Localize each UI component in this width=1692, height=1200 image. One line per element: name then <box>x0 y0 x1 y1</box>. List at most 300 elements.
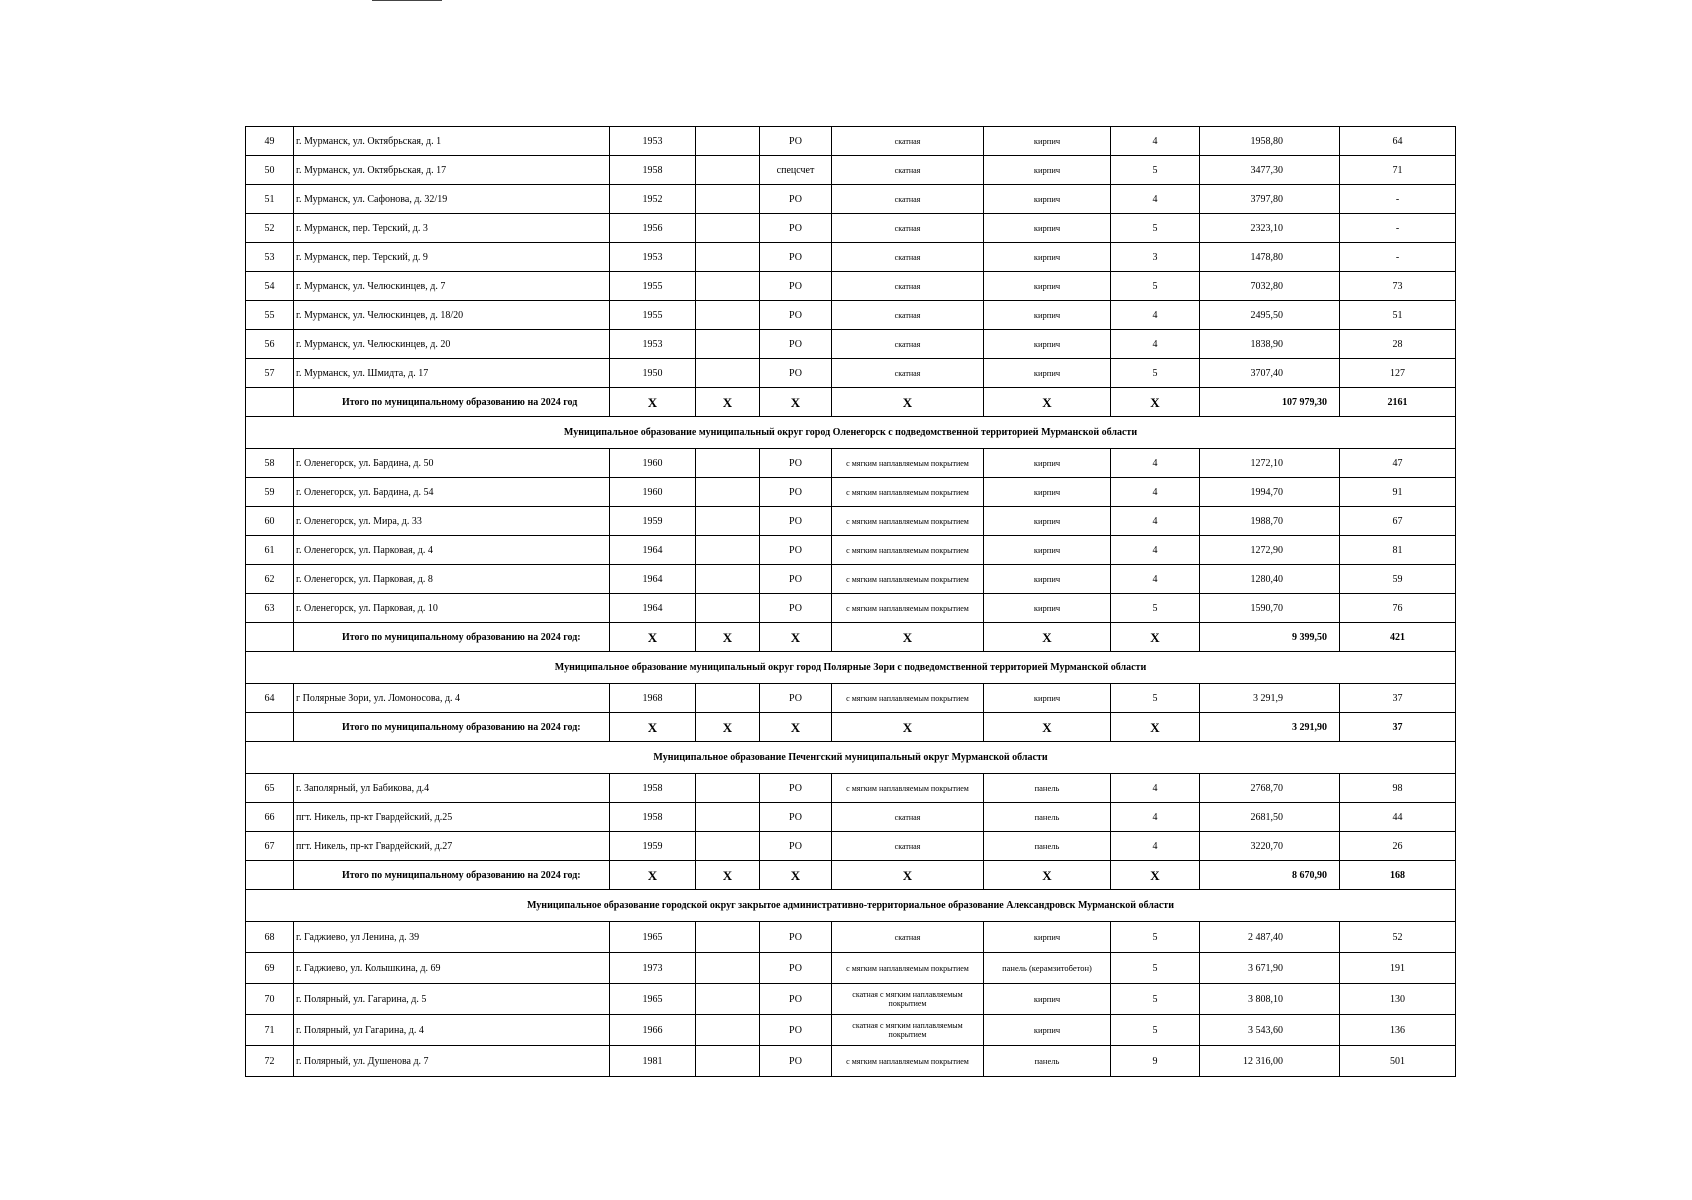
wall-material-cell: панель <box>984 832 1111 861</box>
residents-cell: 28 <box>1340 330 1456 359</box>
wall-material-cell: кирпич <box>984 243 1111 272</box>
empty-cell <box>696 272 760 301</box>
fund-cell: РО <box>760 330 832 359</box>
floors-cell: 4 <box>1111 832 1200 861</box>
fund-cell: РО <box>760 1046 832 1077</box>
row-number: 57 <box>246 359 294 388</box>
address-cell: г Полярные Зори, ул. Ломоносова, д. 4 <box>294 684 610 713</box>
roof-type-cell: скатная <box>832 922 984 953</box>
scan-edge-mark <box>372 0 442 1</box>
floors-cell: 4 <box>1111 536 1200 565</box>
roof-type-cell: с мягким наплавляемым покрытием <box>832 1046 984 1077</box>
address-cell: г. Мурманск, ул. Октябрьская, д. 1 <box>294 127 610 156</box>
address-cell: г. Мурманск, ул. Сафонова, д. 32/19 <box>294 185 610 214</box>
roof-type-cell: с мягким наплавляемым покрытием <box>832 953 984 984</box>
empty-cell <box>696 684 760 713</box>
total-row <box>246 861 1456 890</box>
x-mark: X <box>610 713 696 742</box>
year-cell: 1953 <box>610 330 696 359</box>
section-header-row <box>246 742 1456 774</box>
address-cell: г. Оленегорск, ул. Парковая, д. 4 <box>294 536 610 565</box>
address-cell: г. Оленегорск, ул. Бардина, д. 54 <box>294 478 610 507</box>
total-residents: 421 <box>1340 623 1456 652</box>
area-cell: 3 671,90 <box>1200 953 1340 984</box>
table-row <box>246 243 1456 272</box>
fund-cell: РО <box>760 594 832 623</box>
table-row <box>246 1046 1456 1077</box>
roof-type-cell: скатная <box>832 832 984 861</box>
roof-type-cell: скатная с мягким наплавляемым покрытием <box>832 1015 984 1046</box>
address-cell: г. Оленегорск, ул. Мира, д. 33 <box>294 507 610 536</box>
year-cell: 1959 <box>610 832 696 861</box>
x-mark: X <box>832 623 984 652</box>
floors-cell: 4 <box>1111 774 1200 803</box>
empty-cell <box>696 243 760 272</box>
total-residents: 37 <box>1340 713 1456 742</box>
x-mark: X <box>832 861 984 890</box>
floors-cell: 5 <box>1111 214 1200 243</box>
roof-type-cell: с мягким наплавляемым покрытием <box>832 507 984 536</box>
x-mark: X <box>984 861 1111 890</box>
year-cell: 1960 <box>610 478 696 507</box>
x-mark: X <box>610 861 696 890</box>
row-number: 58 <box>246 449 294 478</box>
area-cell: 2323,10 <box>1200 214 1340 243</box>
total-area: 3 291,90 <box>1200 713 1340 742</box>
address-cell: г. Мурманск, пер. Терский, д. 9 <box>294 243 610 272</box>
year-cell: 1964 <box>610 594 696 623</box>
floors-cell: 5 <box>1111 156 1200 185</box>
address-cell: пгт. Никель, пр-кт Гвардейский, д.25 <box>294 803 610 832</box>
table-row <box>246 185 1456 214</box>
floors-cell: 5 <box>1111 984 1200 1015</box>
floors-cell: 3 <box>1111 243 1200 272</box>
area-cell: 3 543,60 <box>1200 1015 1340 1046</box>
municipality-heading: Муниципальное образование Печенгский муниципальный округ Мурманской области <box>246 742 1456 774</box>
roof-type-cell: с мягким наплавляемым покрытием <box>832 478 984 507</box>
roof-type-cell: с мягким наплавляемым покрытием <box>832 565 984 594</box>
empty-cell <box>246 388 294 417</box>
row-number: 50 <box>246 156 294 185</box>
residents-cell: 59 <box>1340 565 1456 594</box>
housing-register-table <box>245 126 1456 1077</box>
total-label: Итого по муниципальному образованию на 2024 год: <box>294 713 610 742</box>
floors-cell: 4 <box>1111 330 1200 359</box>
empty-cell <box>696 984 760 1015</box>
x-mark: X <box>832 713 984 742</box>
section-header-row <box>246 890 1456 922</box>
year-cell: 1960 <box>610 449 696 478</box>
wall-material-cell: панель <box>984 803 1111 832</box>
row-number: 67 <box>246 832 294 861</box>
empty-cell <box>696 507 760 536</box>
fund-cell: РО <box>760 214 832 243</box>
section-header-row <box>246 417 1456 449</box>
row-number: 56 <box>246 330 294 359</box>
residents-cell: 52 <box>1340 922 1456 953</box>
area-cell: 3220,70 <box>1200 832 1340 861</box>
year-cell: 1955 <box>610 272 696 301</box>
fund-cell: РО <box>760 359 832 388</box>
fund-cell: РО <box>760 478 832 507</box>
x-mark: X <box>760 388 832 417</box>
year-cell: 1964 <box>610 536 696 565</box>
year-cell: 1958 <box>610 156 696 185</box>
x-mark: X <box>984 623 1111 652</box>
fund-cell: РО <box>760 1015 832 1046</box>
empty-cell <box>246 861 294 890</box>
roof-type-cell: скатная <box>832 272 984 301</box>
table-row <box>246 953 1456 984</box>
address-cell: пгт. Никель, пр-кт Гвардейский, д.27 <box>294 832 610 861</box>
wall-material-cell: кирпич <box>984 185 1111 214</box>
year-cell: 1950 <box>610 359 696 388</box>
floors-cell: 4 <box>1111 803 1200 832</box>
floors-cell: 9 <box>1111 1046 1200 1077</box>
empty-cell <box>696 156 760 185</box>
area-cell: 12 316,00 <box>1200 1046 1340 1077</box>
x-mark: X <box>832 388 984 417</box>
municipality-heading: Муниципальное образование городской округ закрытое административно-территориальное образование Александровск Мурманской области <box>246 890 1456 922</box>
empty-cell <box>696 536 760 565</box>
area-cell: 2 487,40 <box>1200 922 1340 953</box>
roof-type-cell: скатная <box>832 185 984 214</box>
fund-cell: РО <box>760 127 832 156</box>
x-mark: X <box>760 713 832 742</box>
row-number: 49 <box>246 127 294 156</box>
wall-material-cell: кирпич <box>984 449 1111 478</box>
table-row <box>246 214 1456 243</box>
empty-cell <box>246 623 294 652</box>
table-row <box>246 478 1456 507</box>
floors-cell: 5 <box>1111 272 1200 301</box>
address-cell: г. Оленегорск, ул. Парковая, д. 8 <box>294 565 610 594</box>
area-cell: 2495,50 <box>1200 301 1340 330</box>
row-number: 55 <box>246 301 294 330</box>
table-row <box>246 832 1456 861</box>
area-cell: 1272,90 <box>1200 536 1340 565</box>
empty-cell <box>696 214 760 243</box>
fund-cell: спецсчет <box>760 156 832 185</box>
year-cell: 1966 <box>610 1015 696 1046</box>
floors-cell: 4 <box>1111 507 1200 536</box>
table-row <box>246 1015 1456 1046</box>
wall-material-cell: панель <box>984 1046 1111 1077</box>
floors-cell: 5 <box>1111 922 1200 953</box>
roof-type-cell: скатная <box>832 803 984 832</box>
total-row <box>246 388 1456 417</box>
row-number: 62 <box>246 565 294 594</box>
table-row <box>246 536 1456 565</box>
area-cell: 1988,70 <box>1200 507 1340 536</box>
area-cell: 1590,70 <box>1200 594 1340 623</box>
year-cell: 1973 <box>610 953 696 984</box>
area-cell: 1958,80 <box>1200 127 1340 156</box>
row-number: 66 <box>246 803 294 832</box>
total-residents: 168 <box>1340 861 1456 890</box>
row-number: 51 <box>246 185 294 214</box>
area-cell: 1272,10 <box>1200 449 1340 478</box>
residents-cell: - <box>1340 214 1456 243</box>
address-cell: г. Полярный, ул. Душенова д. 7 <box>294 1046 610 1077</box>
residents-cell: - <box>1340 185 1456 214</box>
wall-material-cell: кирпич <box>984 507 1111 536</box>
year-cell: 1968 <box>610 684 696 713</box>
roof-type-cell: скатная <box>832 359 984 388</box>
x-mark: X <box>1111 861 1200 890</box>
row-number: 71 <box>246 1015 294 1046</box>
residents-cell: 76 <box>1340 594 1456 623</box>
roof-type-cell: скатная <box>832 301 984 330</box>
residents-cell: 73 <box>1340 272 1456 301</box>
area-cell: 3 808,10 <box>1200 984 1340 1015</box>
address-cell: г. Гаджиево, ул Ленина, д. 39 <box>294 922 610 953</box>
area-cell: 1478,80 <box>1200 243 1340 272</box>
x-mark: X <box>696 861 760 890</box>
floors-cell: 5 <box>1111 684 1200 713</box>
wall-material-cell: кирпич <box>984 1015 1111 1046</box>
residents-cell: 67 <box>1340 507 1456 536</box>
year-cell: 1964 <box>610 565 696 594</box>
row-number: 52 <box>246 214 294 243</box>
row-number: 64 <box>246 684 294 713</box>
total-label: Итого по муниципальному образованию на 2024 год: <box>294 861 610 890</box>
empty-cell <box>696 774 760 803</box>
wall-material-cell: панель (керамзитобетон) <box>984 953 1111 984</box>
year-cell: 1952 <box>610 185 696 214</box>
row-number: 69 <box>246 953 294 984</box>
floors-cell: 4 <box>1111 478 1200 507</box>
x-mark: X <box>696 623 760 652</box>
fund-cell: РО <box>760 803 832 832</box>
floors-cell: 5 <box>1111 359 1200 388</box>
total-area: 8 670,90 <box>1200 861 1340 890</box>
residents-cell: 64 <box>1340 127 1456 156</box>
empty-cell <box>696 478 760 507</box>
floors-cell: 4 <box>1111 185 1200 214</box>
row-number: 61 <box>246 536 294 565</box>
x-mark: X <box>1111 623 1200 652</box>
x-mark: X <box>984 388 1111 417</box>
wall-material-cell: кирпич <box>984 301 1111 330</box>
residents-cell: 91 <box>1340 478 1456 507</box>
total-label: Итого по муниципальному образованию на 2024 год <box>294 388 610 417</box>
wall-material-cell: кирпич <box>984 984 1111 1015</box>
wall-material-cell: кирпич <box>984 127 1111 156</box>
wall-material-cell: кирпич <box>984 330 1111 359</box>
address-cell: г. Мурманск, ул. Челюскинцев, д. 7 <box>294 272 610 301</box>
area-cell: 1994,70 <box>1200 478 1340 507</box>
empty-cell <box>696 922 760 953</box>
table-row <box>246 684 1456 713</box>
fund-cell: РО <box>760 984 832 1015</box>
x-mark: X <box>610 388 696 417</box>
x-mark: X <box>696 388 760 417</box>
fund-cell: РО <box>760 565 832 594</box>
residents-cell: 44 <box>1340 803 1456 832</box>
address-cell: г. Мурманск, пер. Терский, д. 3 <box>294 214 610 243</box>
address-cell: г. Полярный, ул. Гагарина, д. 5 <box>294 984 610 1015</box>
area-cell: 2768,70 <box>1200 774 1340 803</box>
row-number: 63 <box>246 594 294 623</box>
x-mark: X <box>760 861 832 890</box>
x-mark: X <box>696 713 760 742</box>
wall-material-cell: кирпич <box>984 922 1111 953</box>
total-area: 9 399,50 <box>1200 623 1340 652</box>
total-label: Итого по муниципальному образованию на 2024 год: <box>294 623 610 652</box>
empty-cell <box>696 185 760 214</box>
roof-type-cell: скатная <box>832 127 984 156</box>
x-mark: X <box>760 623 832 652</box>
empty-cell <box>696 127 760 156</box>
wall-material-cell: панель <box>984 774 1111 803</box>
residents-cell: - <box>1340 243 1456 272</box>
residents-cell: 47 <box>1340 449 1456 478</box>
year-cell: 1953 <box>610 243 696 272</box>
address-cell: г. Мурманск, ул. Шмидта, д. 17 <box>294 359 610 388</box>
table-row <box>246 984 1456 1015</box>
floors-cell: 4 <box>1111 449 1200 478</box>
empty-cell <box>696 359 760 388</box>
row-number: 72 <box>246 1046 294 1077</box>
residents-cell: 26 <box>1340 832 1456 861</box>
table-row <box>246 594 1456 623</box>
empty-cell <box>696 1046 760 1077</box>
table-row <box>246 156 1456 185</box>
area-cell: 3 291,9 <box>1200 684 1340 713</box>
residents-cell: 501 <box>1340 1046 1456 1077</box>
area-cell: 1280,40 <box>1200 565 1340 594</box>
wall-material-cell: кирпич <box>984 359 1111 388</box>
fund-cell: РО <box>760 449 832 478</box>
empty-cell <box>696 1015 760 1046</box>
roof-type-cell: скатная <box>832 330 984 359</box>
fund-cell: РО <box>760 536 832 565</box>
year-cell: 1958 <box>610 774 696 803</box>
row-number: 60 <box>246 507 294 536</box>
row-number: 65 <box>246 774 294 803</box>
total-area: 107 979,30 <box>1200 388 1340 417</box>
empty-cell <box>696 301 760 330</box>
section-header-row <box>246 652 1456 684</box>
total-row <box>246 713 1456 742</box>
x-mark: X <box>1111 388 1200 417</box>
empty-cell <box>696 803 760 832</box>
floors-cell: 5 <box>1111 1015 1200 1046</box>
year-cell: 1965 <box>610 922 696 953</box>
floors-cell: 4 <box>1111 301 1200 330</box>
address-cell: г. Мурманск, ул. Челюскинцев, д. 20 <box>294 330 610 359</box>
wall-material-cell: кирпич <box>984 214 1111 243</box>
wall-material-cell: кирпич <box>984 565 1111 594</box>
row-number: 70 <box>246 984 294 1015</box>
residents-cell: 71 <box>1340 156 1456 185</box>
table-row <box>246 803 1456 832</box>
residents-cell: 130 <box>1340 984 1456 1015</box>
row-number: 59 <box>246 478 294 507</box>
x-mark: X <box>1111 713 1200 742</box>
residents-cell: 127 <box>1340 359 1456 388</box>
year-cell: 1953 <box>610 127 696 156</box>
table-row <box>246 922 1456 953</box>
wall-material-cell: кирпич <box>984 684 1111 713</box>
fund-cell: РО <box>760 301 832 330</box>
address-cell: г. Полярный, ул Гагарина, д. 4 <box>294 1015 610 1046</box>
address-cell: г. Оленегорск, ул. Бардина, д. 50 <box>294 449 610 478</box>
fund-cell: РО <box>760 953 832 984</box>
year-cell: 1958 <box>610 803 696 832</box>
wall-material-cell: кирпич <box>984 156 1111 185</box>
roof-type-cell: с мягким наплавляемым покрытием <box>832 536 984 565</box>
floors-cell: 5 <box>1111 594 1200 623</box>
empty-cell <box>696 449 760 478</box>
roof-type-cell: с мягким наплавляемым покрытием <box>832 774 984 803</box>
fund-cell: РО <box>760 774 832 803</box>
roof-type-cell: скатная <box>832 214 984 243</box>
table-row <box>246 774 1456 803</box>
area-cell: 3477,30 <box>1200 156 1340 185</box>
roof-type-cell: скатная с мягким наплавляемым покрытием <box>832 984 984 1015</box>
fund-cell: РО <box>760 507 832 536</box>
row-number: 68 <box>246 922 294 953</box>
year-cell: 1965 <box>610 984 696 1015</box>
row-number: 54 <box>246 272 294 301</box>
roof-type-cell: с мягким наплавляемым покрытием <box>832 449 984 478</box>
address-cell: г. Заполярный, ул Бабикова, д.4 <box>294 774 610 803</box>
empty-cell <box>696 832 760 861</box>
x-mark: X <box>984 713 1111 742</box>
wall-material-cell: кирпич <box>984 594 1111 623</box>
fund-cell: РО <box>760 272 832 301</box>
wall-material-cell: кирпич <box>984 478 1111 507</box>
wall-material-cell: кирпич <box>984 272 1111 301</box>
table-row <box>246 449 1456 478</box>
empty-cell <box>696 594 760 623</box>
table-body <box>246 127 1456 1077</box>
residents-cell: 98 <box>1340 774 1456 803</box>
year-cell: 1981 <box>610 1046 696 1077</box>
floors-cell: 4 <box>1111 127 1200 156</box>
table-row <box>246 272 1456 301</box>
floors-cell: 4 <box>1111 565 1200 594</box>
area-cell: 1838,90 <box>1200 330 1340 359</box>
area-cell: 3797,80 <box>1200 185 1340 214</box>
empty-cell <box>246 713 294 742</box>
fund-cell: РО <box>760 185 832 214</box>
residents-cell: 51 <box>1340 301 1456 330</box>
residents-cell: 136 <box>1340 1015 1456 1046</box>
total-row <box>246 623 1456 652</box>
table-row <box>246 565 1456 594</box>
municipality-heading: Муниципальное образование муниципальный округ город Оленегорск с подведомственной территорией Мурманской области <box>246 417 1456 449</box>
row-number: 53 <box>246 243 294 272</box>
empty-cell <box>696 565 760 594</box>
residents-cell: 37 <box>1340 684 1456 713</box>
area-cell: 7032,80 <box>1200 272 1340 301</box>
fund-cell: РО <box>760 684 832 713</box>
table-row <box>246 507 1456 536</box>
x-mark: X <box>610 623 696 652</box>
floors-cell: 5 <box>1111 953 1200 984</box>
table-row <box>246 359 1456 388</box>
table-row <box>246 127 1456 156</box>
roof-type-cell: скатная <box>832 243 984 272</box>
address-cell: г. Оленегорск, ул. Парковая, д. 10 <box>294 594 610 623</box>
address-cell: г. Мурманск, ул. Челюскинцев, д. 18/20 <box>294 301 610 330</box>
wall-material-cell: кирпич <box>984 536 1111 565</box>
empty-cell <box>696 330 760 359</box>
municipality-heading: Муниципальное образование муниципальный округ город Полярные Зори с подведомственной территорией Мурманской области <box>246 652 1456 684</box>
